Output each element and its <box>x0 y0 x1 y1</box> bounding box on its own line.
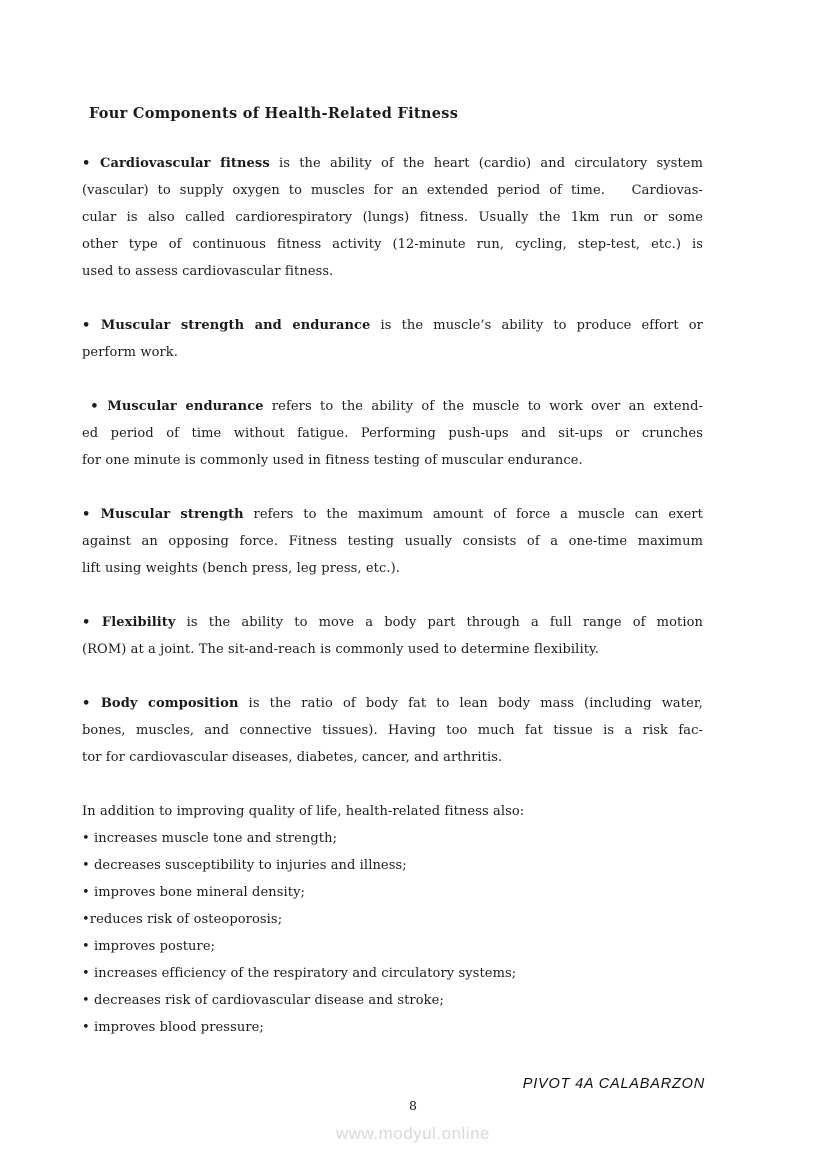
text-segment: (vascular) to supply oxygen to muscles for an extended period of time. Cardiovas- <box>82 183 703 198</box>
text-line <box>82 906 703 933</box>
text-line <box>82 339 703 366</box>
text-segment: •reduces risk of osteoporosis; <box>82 912 283 927</box>
text-segment: • decreases susceptibility to injuries and illness; <box>82 858 407 873</box>
text-segment: is the ratio of body fat to lean body mass (including water, <box>238 696 704 711</box>
text-segment: lift using weights (bench press, leg press, etc.). <box>82 561 400 576</box>
text-line <box>82 609 703 636</box>
bold-text: • Body composition <box>82 696 239 711</box>
text-segment: used to assess cardiovascular fitness. <box>82 264 334 279</box>
text-segment: other type of continuous fitness activity (12-minute run, cycling, step-test, etc.) is <box>82 237 703 252</box>
text-segment: (ROM) at a joint. The sit-and-reach is commonly used to determine flexibility. <box>82 642 599 657</box>
bold-text: • Muscular endurance <box>90 399 264 414</box>
footer-brand: PIVOT 4A CALABARZON <box>522 1076 705 1092</box>
text-line <box>82 501 703 528</box>
bold-text: • Cardiovascular fitness <box>82 156 270 171</box>
paragraph <box>82 501 703 582</box>
text-line <box>82 150 703 177</box>
text-line <box>82 231 703 258</box>
text-line <box>82 636 703 663</box>
paragraph <box>82 312 703 366</box>
bold-text: • Flexibility <box>82 615 176 630</box>
text-segment: tor for cardiovascular diseases, diabetes, cancer, and arthritis. <box>82 750 503 765</box>
text-line <box>82 528 703 555</box>
text-segment: ed period of time without fatigue. Performing push-ups and sit-ups or crunches <box>82 426 703 441</box>
text-line <box>82 744 703 771</box>
text-line <box>82 312 703 339</box>
page-number: 8 <box>409 1098 417 1113</box>
text-segment: refers to the ability of the muscle to work over an extend- <box>263 399 703 414</box>
text-segment: for one minute is commonly used in fitness testing of muscular endurance. <box>82 453 583 468</box>
text-segment: • improves blood pressure; <box>82 1020 264 1035</box>
text-line <box>82 717 703 744</box>
paragraph <box>82 609 703 663</box>
text-line <box>82 393 703 420</box>
document-content <box>82 104 703 1041</box>
text-line <box>82 204 703 231</box>
paragraph <box>82 393 703 474</box>
text-segment: perform work. <box>82 345 179 360</box>
text-line <box>82 447 703 474</box>
text-segment: • decreases risk of cardiovascular disease and stroke; <box>82 993 444 1008</box>
text-line <box>82 852 703 879</box>
watermark: www.modyul.online <box>335 1124 490 1143</box>
text-line <box>82 798 703 825</box>
text-line <box>82 555 703 582</box>
text-line <box>82 933 703 960</box>
page-title: Four Components of Health-Related Fitness <box>89 105 459 122</box>
text-segment: • improves bone mineral density; <box>82 885 306 900</box>
paragraph <box>82 150 703 285</box>
text-line <box>82 177 703 204</box>
text-line <box>82 987 703 1014</box>
text-segment: • increases efficiency of the respiratory and circulatory systems; <box>82 966 517 981</box>
text-segment: In addition to improving quality of life, health-related fitness also: <box>82 804 525 819</box>
text-segment: cular is also called cardiorespiratory (lungs) fitness. Usually the 1km run or some <box>82 210 703 225</box>
bold-text: • Muscular strength and endurance <box>82 318 371 333</box>
text-segment: against an opposing force. Fitness testing usually consists of a one-time maximum <box>82 534 703 549</box>
text-segment: refers to the maximum amount of force a muscle can exert <box>243 507 703 522</box>
text-segment: is the muscle’s ability to produce effort or <box>370 318 703 333</box>
text-line <box>82 879 703 906</box>
text-line <box>82 420 703 447</box>
text-line <box>82 1014 703 1041</box>
text-segment: bones, muscles, and connective tissues). Having too much fat tissue is a risk fac- <box>82 723 703 738</box>
text-line <box>82 690 703 717</box>
text-line <box>82 960 703 987</box>
bold-text: • Muscular strength <box>82 507 244 522</box>
paragraph <box>82 798 703 1041</box>
paragraph <box>82 690 703 771</box>
text-segment: • improves posture; <box>82 939 216 954</box>
document-body <box>82 150 703 1041</box>
text-segment: is the ability of the heart (cardio) and circulatory system <box>269 156 703 171</box>
text-segment: • increases muscle tone and strength; <box>82 831 338 846</box>
text-line <box>82 258 703 285</box>
text-segment: is the ability to move a body part through a full range of motion <box>175 615 704 630</box>
text-line <box>82 825 703 852</box>
